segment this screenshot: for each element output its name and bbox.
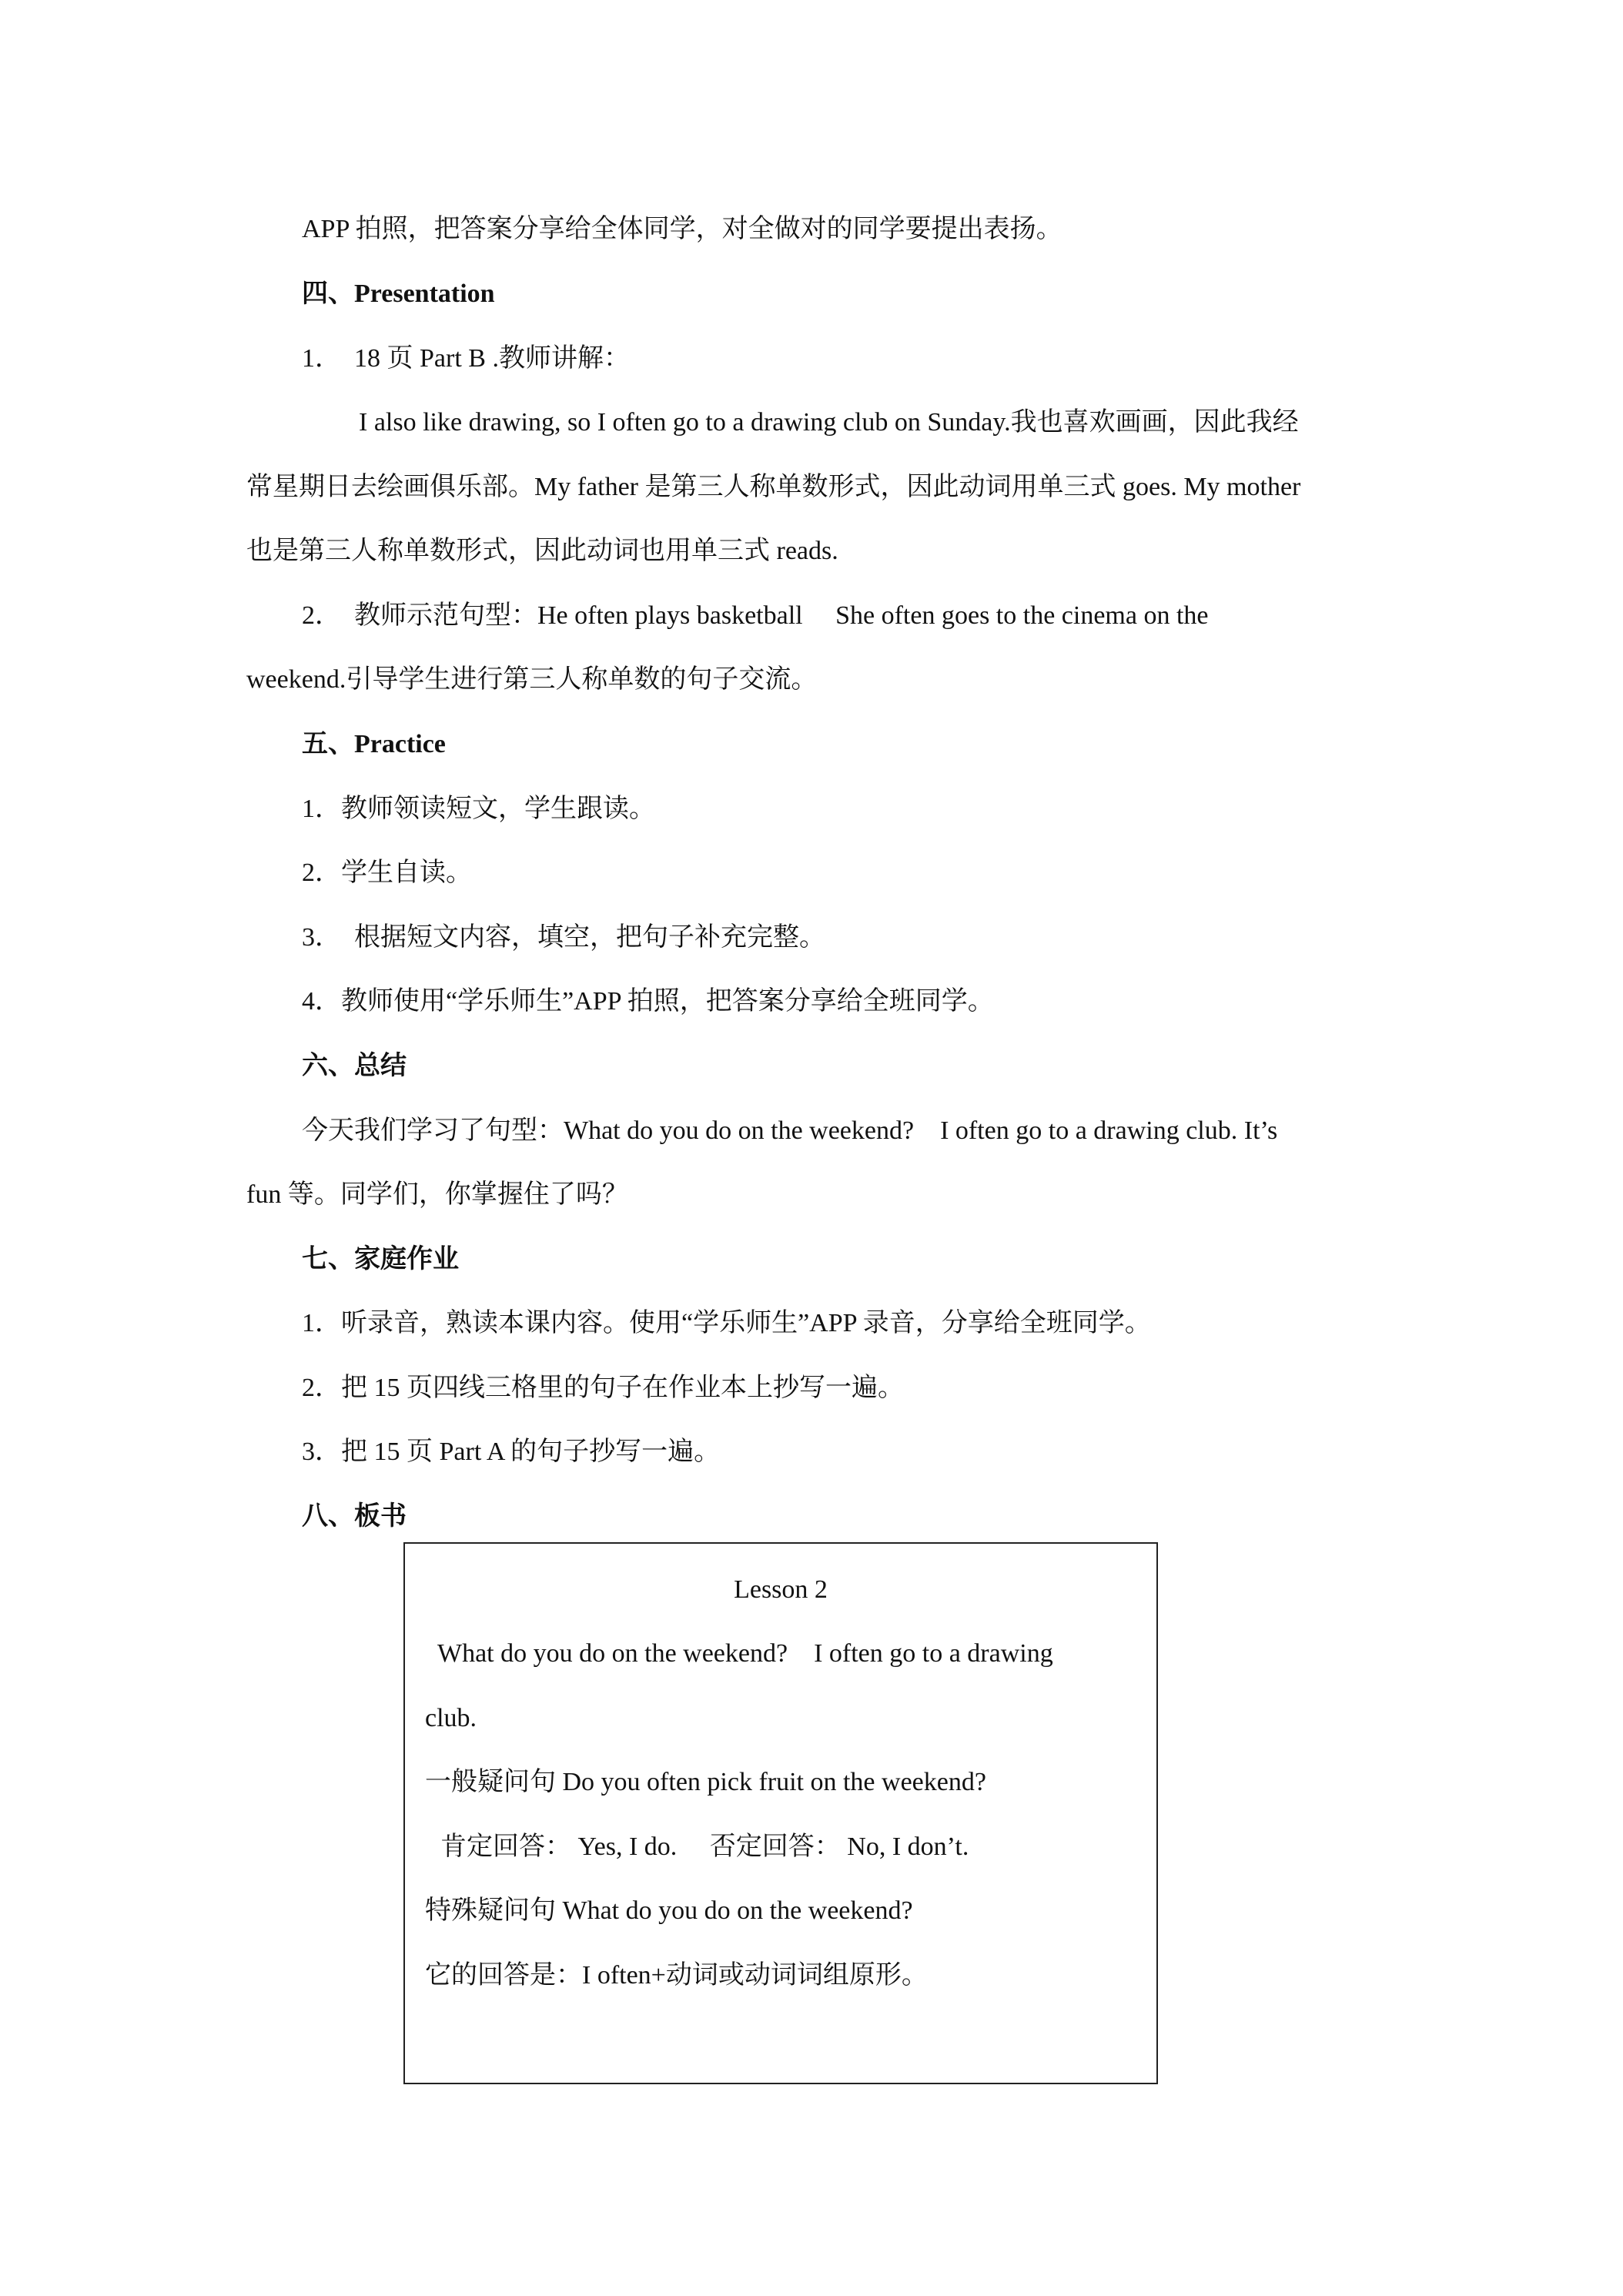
board-line: club. bbox=[425, 1704, 477, 1732]
section-heading-blackboard: 八、板书 bbox=[302, 1502, 407, 1531]
paragraph-line: 常星期日去绘画俱乐部。My father 是第三人称单数形式，因此动词用单三式 goes. My mother bbox=[246, 473, 1301, 501]
board-line: 它的回答是：I often+动词或动词词组原形。 bbox=[425, 1961, 928, 1990]
paragraph-line: 也是第三人称单数形式，因此动词也用单三式 reads. bbox=[246, 537, 838, 565]
paragraph-line: APP 拍照，把答案分享给全体同学，对全做对的同学要提出表扬。 bbox=[302, 215, 1062, 243]
section-heading-summary: 六、总结 bbox=[302, 1052, 407, 1080]
list-item: 3．把 15 页 Part A 的句子抄写一遍。 bbox=[302, 1438, 721, 1466]
blackboard-box bbox=[403, 1542, 1158, 2084]
section-heading-presentation: 四、Presentation bbox=[302, 279, 495, 308]
paragraph-line: weekend.引导学生进行第三人称单数的句子交流。 bbox=[246, 665, 818, 694]
board-line: 特殊疑问句 What do you do on the weekend? bbox=[425, 1896, 913, 1925]
paragraph-line: fun 等。同学们，你掌握住了吗？ bbox=[246, 1180, 628, 1209]
paragraph-line: I also like drawing, so I often go to a drawing club on Sunday.我也喜欢画画，因此我经 bbox=[359, 408, 1299, 437]
board-line: 一般疑问句 Do you often pick fruit on the weekend? bbox=[425, 1768, 986, 1796]
list-item: 2．学生自读。 bbox=[302, 858, 472, 887]
section-heading-homework: 七、家庭作业 bbox=[302, 1245, 459, 1274]
board-line: What do you do on the weekend? I often go to a drawing bbox=[437, 1639, 1053, 1668]
list-item: 1．听录音，熟读本课内容。使用“学乐师生”APP 录音，分享给全班同学。 bbox=[302, 1309, 1151, 1337]
paragraph-line: 今天我们学习了句型：What do you do on the weekend? I often go to a drawing club. It’s bbox=[302, 1116, 1278, 1145]
board-line: 肯定回答： Yes, I do. 否定回答： No, I don’t. bbox=[440, 1832, 969, 1861]
list-item: 3． 根据短文内容，填空，把句子补充完整。 bbox=[302, 923, 825, 952]
list-item: 2． 教师示范句型：He often plays basketball She often goes to the cinema on the bbox=[302, 601, 1209, 630]
list-item: 2．把 15 页四线三格里的句子在作业本上抄写一遍。 bbox=[302, 1374, 904, 1402]
list-item: 1． 18 页 Part B .教师讲解： bbox=[302, 344, 630, 373]
list-item: 1．教师领读短文，学生跟读。 bbox=[302, 795, 655, 823]
board-title: Lesson 2 bbox=[734, 1575, 828, 1604]
list-item: 4．教师使用“学乐师生”APP 拍照，把答案分享给全班同学。 bbox=[302, 987, 994, 1016]
section-heading-practice: 五、Practice bbox=[302, 730, 446, 758]
